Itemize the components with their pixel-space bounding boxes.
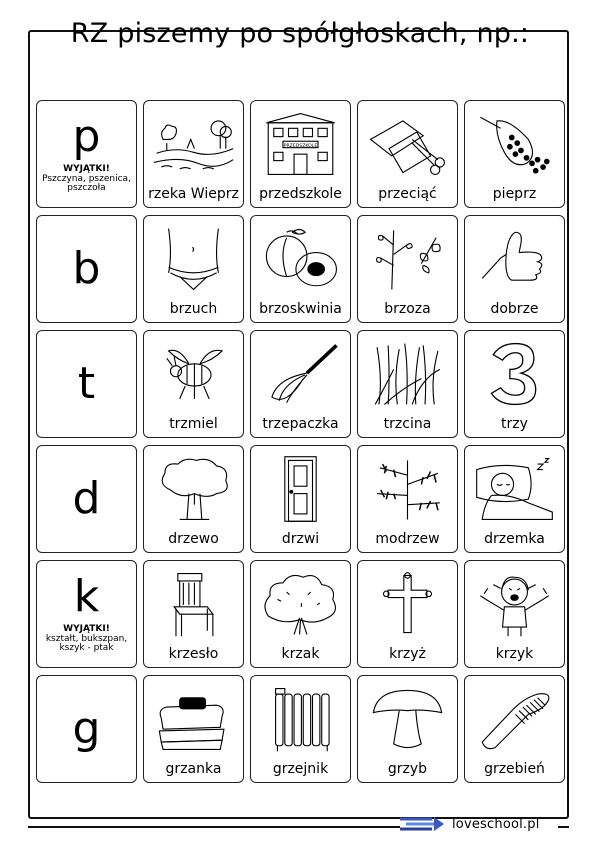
pepper-spoon-icon [473,107,556,181]
word-label: drzewo [168,531,219,547]
word-label: przeciąć [378,186,437,202]
whisk-icon [259,337,342,411]
word-label: trzepaczka [262,416,339,432]
word-label: modrzew [375,531,440,547]
speed-lines-icon [398,815,446,833]
word-label: drzemka [484,531,545,547]
word-label: brzoza [384,301,431,317]
reed-icon [366,337,449,411]
letter: d [72,473,101,524]
word-card [143,560,244,668]
letter: p [72,110,101,162]
bumblebee-icon [152,337,235,411]
letter: k [73,570,100,622]
letter-cell-g [36,675,137,783]
word-card [143,445,244,553]
word-card [250,445,351,553]
logo-text: loveschool.pl [452,816,540,832]
thumbs-up-icon [473,222,556,296]
word-label: grzejnik [272,761,329,777]
word-card [250,100,351,208]
word-label: brzuch [169,301,218,317]
peach-icon [259,222,342,296]
word-card [250,330,351,438]
radiator-icon [259,682,342,756]
larch-icon [366,452,449,526]
word-label: trzy [501,416,528,432]
word-card [464,675,565,783]
word-card [464,330,565,438]
word-card [143,215,244,323]
word-card [464,100,565,208]
word-card [357,445,458,553]
word-label: przedszkole [259,186,342,202]
word-card [250,215,351,323]
toast-icon [152,682,235,756]
word-card [464,445,565,553]
word-label: krzyk [495,646,534,662]
word-card [143,100,244,208]
site-logo[interactable] [398,812,558,836]
word-label: grzanka [165,761,222,777]
letter-cell-d [36,445,137,553]
exceptions-text: kształt, bukszpan, kszyk - ptak [45,633,128,653]
letter: g [72,703,101,754]
word-label: trzcina [383,416,432,432]
letter-cell-t [36,330,137,438]
screaming-girl-icon [473,567,556,641]
cross-icon [366,567,449,641]
word-card [143,675,244,783]
word-label: krzesło [168,646,219,662]
letter-cell-b [36,215,137,323]
word-label: krzak [281,646,320,662]
exceptions-title: WYJĄTKI! [63,163,110,174]
word-card [357,330,458,438]
river-landscape-icon [152,107,235,181]
word-card [357,100,458,208]
word-card [143,330,244,438]
letter: t [77,358,96,409]
birch-branch-icon [366,222,449,296]
word-label: trzmiel [169,416,218,432]
footer-line-right [558,826,569,828]
letter-cell-p [36,100,137,208]
mushroom-icon [366,682,449,756]
word-label: pieprz [492,186,537,202]
sign-text: PRZEDSZKOLE [283,143,318,149]
letter-cell-k [36,560,137,668]
chair-icon [152,567,235,641]
nap-icon [473,452,556,526]
page-title: RZ piszemy po spółgłoskach, np.: [70,18,530,49]
word-label: grzyb [387,761,428,777]
word-grid [36,100,567,783]
number-three-icon [473,337,556,411]
word-card [250,675,351,783]
belly-icon [152,222,235,296]
bush-icon [259,567,342,641]
word-label: dobrze [490,301,539,317]
word-card [464,215,565,323]
word-label: krzyż [389,646,426,662]
kindergarten-building-icon [259,107,342,181]
word-card [357,215,458,323]
word-label: grzebień [484,761,545,777]
word-label: rzeka Wieprz [148,186,239,202]
scissors-cutting-icon [366,107,449,181]
word-label: drzwi [281,531,320,547]
letter: b [72,243,101,294]
word-card [250,560,351,668]
exceptions-title: WYJĄTKI! [63,623,110,634]
word-card [357,560,458,668]
tree-icon [152,452,235,526]
footer-line-left [28,826,400,828]
word-card [357,675,458,783]
door-icon [259,452,342,526]
word-card [464,560,565,668]
word-label: brzoskwinia [259,301,342,317]
comb-icon [473,682,556,756]
exceptions-text: Pszczyna, pszenica, pszczoła [42,173,131,193]
